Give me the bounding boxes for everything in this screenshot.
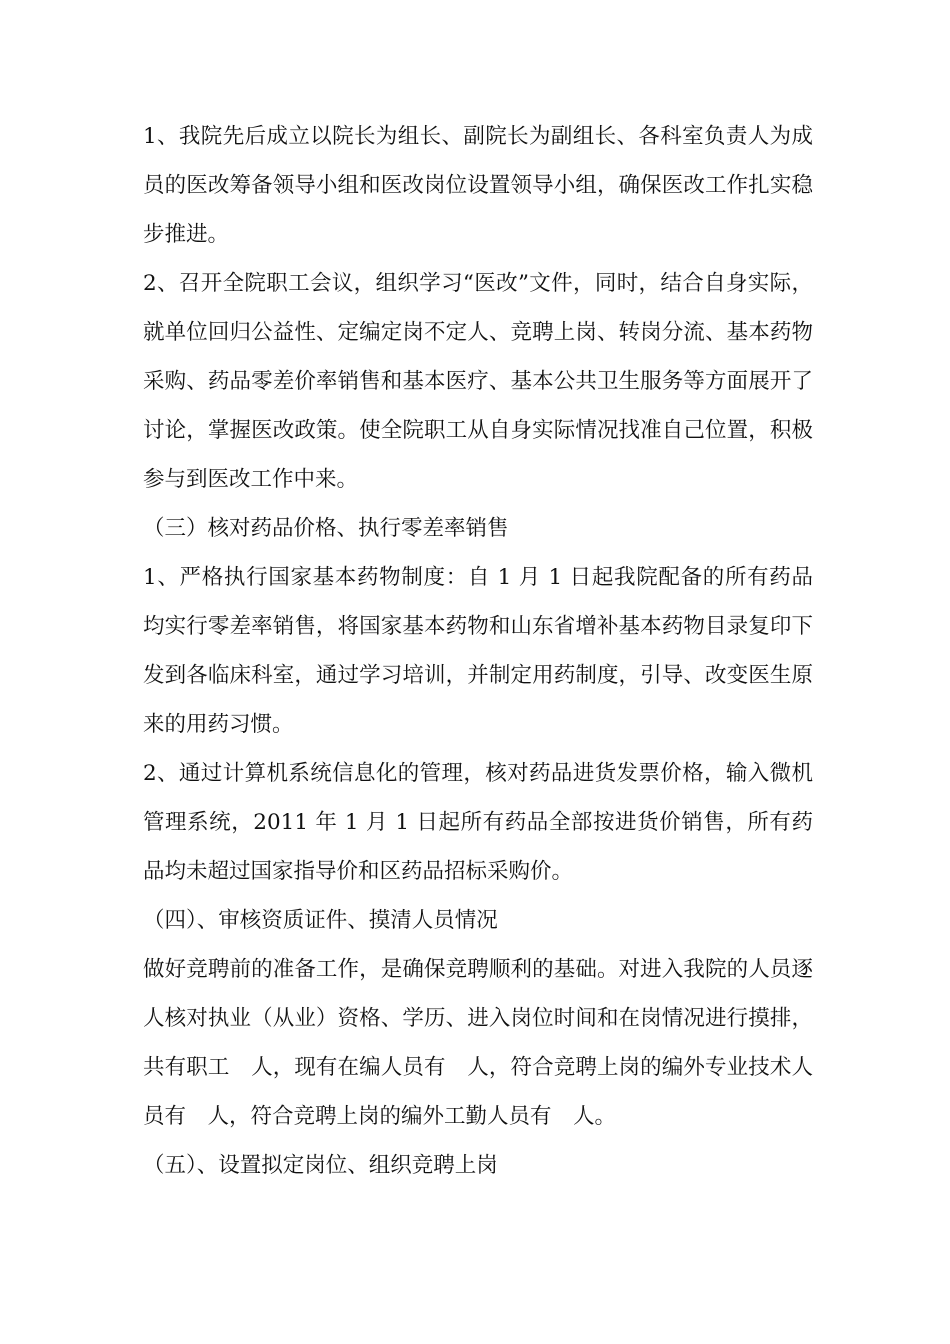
paragraph-essential-drugs: 1、严格执行国家基本药物制度：自 1 月 1 日起我院配备的所有药品均实行零差率销售，将国家基本药物和山东省增补基本药物目录复印下发到各临床科室，通过学习培训，并制定用药制度，引导、改变医生原来的用药习惯。 xyxy=(143,565,813,737)
paragraph-computer-system: 2、通过计算机系统信息化的管理，核对药品进货发票价格，输入微机管理系统，2011 年 1 月 1 日起所有药品全部按进货价销售，所有药品均未超过国家指导价和区药品招标采购价。 xyxy=(143,761,813,884)
paragraph-leading-group: 1、我院先后成立以院长为组长、副院长为副组长、各科室负责人为成员的医改筹备领导小组和医改岗位设置领导小组，确保医改工作扎实稳步推进。 xyxy=(143,124,813,247)
document-body xyxy=(143,112,813,1190)
section-heading-4: （四）、审核资质证件、摸清人员情况 xyxy=(143,908,498,933)
paragraph-personnel-check: 做好竞聘前的准备工作，是确保竞聘顺利的基础。对进入我院的人员逐人核对执业（从业）资格、学历、进入岗位时间和在岗情况进行摸排，共有职工 人，现有在编人员有 人，符合竞聘上岗的编外专业技术人员有 人，符合竞聘上岗的编外工勤人员有 人。 xyxy=(143,957,813,1129)
section-heading-5: （五）、设置拟定岗位、组织竞聘上岗 xyxy=(143,1153,498,1178)
section-heading-3: （三）核对药品价格、执行零差率销售 xyxy=(143,516,509,541)
paragraph-staff-meeting: 2、召开全院职工会议，组织学习“医改”文件，同时，结合自身实际，就单位回归公益性、定编定岗不定人、竞聘上岗、转岗分流、基本药物采购、药品零差价率销售和基本医疗、基本公共卫生服务等方面展开了讨论，掌握医改政策。使全院职工从自身实际情况找准自己位置，积极参与到医改工作中来。 xyxy=(143,271,813,492)
